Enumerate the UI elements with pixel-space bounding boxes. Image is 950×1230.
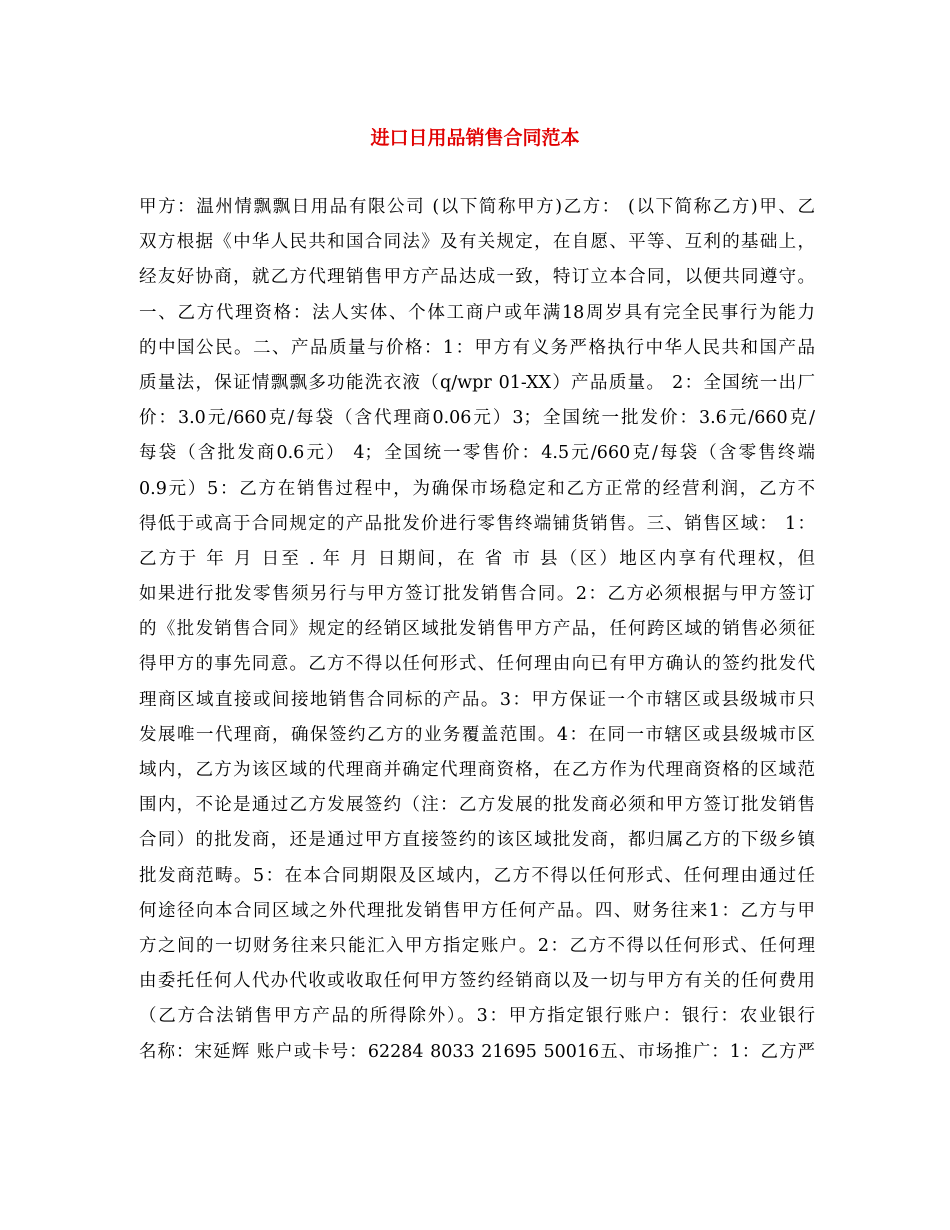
- body-text-line: 何途径向本合同区域之外代理批发销售甲方任何产品。四、财务往来1：乙方与甲: [139, 900, 815, 921]
- body-text-line: 每袋（含批发商0.6元） 4；全国统一零售价：4.5元/660克/每袋（含零售终端: [139, 443, 815, 464]
- body-text-line: 批发商范畴。5：在本合同期限及区域内，乙方不得以任何形式、任何理由通过任: [139, 865, 815, 886]
- body-text-line: 由委托任何人代办代收或收取任何甲方签约经销商以及一切与甲方有关的任何费用: [139, 971, 815, 992]
- document-body: [139, 190, 815, 1070]
- body-text-line: 如果进行批发零售须另行与甲方签订批发销售合同。2：乙方必须根据与甲方签订: [139, 584, 815, 605]
- body-text-line: 名称：宋延辉 账户或卡号：62284 8033 21695 50016五、市场推广：1：乙方严: [139, 1041, 815, 1062]
- body-text-line: 围内，不论是通过乙方发展签约（注：乙方发展的批发商必须和甲方签订批发销售: [139, 795, 815, 816]
- document-title: 进口日用品销售合同范本: [370, 127, 580, 149]
- body-text-line: 理商区域直接或间接地销售合同标的产品。3：甲方保证一个市辖区或县级城市只: [139, 689, 815, 710]
- body-text-line: 乙方于 年 月 日至 . 年 月 日期间，在 省 市 县（区）地区内享有代理权，但: [139, 548, 815, 569]
- body-text-line: 一、乙方代理资格：法人实体、个体工商户或年满18周岁具有完全民事行为能力: [139, 302, 815, 323]
- body-text-line: 域内，乙方为该区域的代理商并确定代理商资格，在乙方作为代理商资格的区域范: [139, 760, 815, 780]
- body-text-line: 得甲方的事先同意。乙方不得以任何形式、任何理由向已有甲方确认的签约批发代: [139, 654, 815, 675]
- body-text-line: 双方根据《中华人民共和国合同法》及有关规定，在自愿、平等、互利的基础上，: [139, 232, 815, 253]
- body-text-line: 0.9元）5：乙方在销售过程中，为确保市场稳定和乙方正常的经营利润，乙方不: [139, 478, 815, 499]
- body-text-line: 价：3.0元/660克/每袋（含代理商0.06元）3；全国统一批发价：3.6元/660克/: [139, 408, 815, 429]
- body-text-line: （乙方合法销售甲方产品的所得除外）。3：甲方指定银行账户：银行：农业银行: [139, 1006, 815, 1027]
- body-text-line: 的《批发销售合同》规定的经销区域批发销售甲方产品，任何跨区域的销售必须征: [139, 619, 815, 640]
- body-text-line: 甲方：温州情飘飘日用品有限公司 (以下简称甲方)乙方： (以下简称乙方)甲、乙: [139, 197, 815, 217]
- body-text-line: 发展唯一代理商，确保签约乙方的业务覆盖范围。4：在同一市辖区或县级城市区: [139, 724, 815, 745]
- body-text-line: 质量法，保证情飘飘多功能洗衣液（q/wpr 01-XX）产品质量。 2：全国统一出厂: [139, 372, 815, 393]
- body-text-line: 的中国公民。二、产品质量与价格：1：甲方有义务严格执行中华人民共和国产品: [139, 337, 815, 358]
- body-text-line: 得低于或高于合同规定的产品批发价进行零售终端铺货销售。三、销售区域： 1：: [139, 513, 815, 534]
- body-text-line: 方之间的一切财务往来只能汇入甲方指定账户。2：乙方不得以任何形式、任何理: [139, 935, 815, 956]
- body-text-line: 合同）的批发商，还是通过甲方直接签约的该区域批发商，都归属乙方的下级乡镇: [139, 830, 815, 851]
- body-text-line: 经友好协商，就乙方代理销售甲方产品达成一致，特订立本合同，以便共同遵守。: [139, 267, 815, 288]
